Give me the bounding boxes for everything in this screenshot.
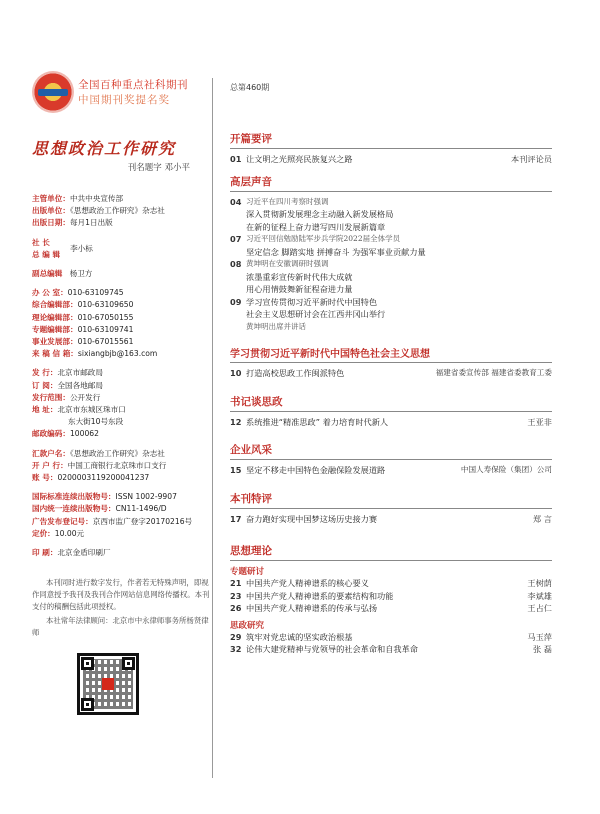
toc-entry[interactable] xyxy=(230,367,552,380)
article-author: 马玉萍 xyxy=(527,631,552,642)
section-title: 开篇要评 xyxy=(230,133,272,145)
article-author: 福建省委宣传部 福建省委教育工委 xyxy=(435,368,552,377)
article-title: 系统推进“精准思政” 着力培育时代新人 xyxy=(246,416,389,427)
toc-section xyxy=(230,345,552,380)
subsection-title: 专题研讨 xyxy=(230,567,265,577)
page-number: 26 xyxy=(230,603,242,613)
toc-section xyxy=(230,491,552,526)
toc-section xyxy=(230,394,552,429)
page-number: 01 xyxy=(230,154,242,164)
page-number: 29 xyxy=(230,631,242,642)
article-title: 奋力跑好实现中国梦这场历史接力赛 xyxy=(246,513,378,524)
article-title: 社会主义思想研讨会在江西井冈山举行 xyxy=(246,309,386,319)
qr-code-icon xyxy=(77,653,139,715)
copyright-notice: 本刊同时进行数字发行，作者若无特殊声明，即视作同意授予我刊及我刊合作网站信息网络传播权。本刊支付的稿酬包括此项授权。 xyxy=(32,578,210,612)
page-number: 04 xyxy=(230,196,242,207)
page-number: 15 xyxy=(230,465,242,475)
info-account: 账 号：0200003119200041237 xyxy=(32,473,150,483)
toc-entry[interactable] xyxy=(230,258,552,271)
legal-counsel: 本社常年法律顾问：北京市中永律师事务所杨贤律师 xyxy=(32,616,209,638)
page-number: 07 xyxy=(230,234,242,244)
journal-title: 思想政治工作研究 xyxy=(32,139,177,158)
section-title: 高层声音 xyxy=(230,175,272,188)
article-title: 中国共产党人精神谱系的传承与弘扬 xyxy=(246,603,378,613)
award-badge xyxy=(32,70,210,114)
page-number: 09 xyxy=(230,296,242,307)
article-title: 让文明之光照亮民族复兴之路 xyxy=(246,154,353,164)
section-title: 学习贯彻习近平新时代中国特色社会主义思想 xyxy=(230,349,430,360)
issue-number: 总第460期 xyxy=(230,83,270,92)
toc-entry[interactable] xyxy=(230,590,552,603)
article-author: 本刊评论员 xyxy=(511,154,552,164)
section-title: 思想理论 xyxy=(230,545,272,557)
series-line: 习近平在四川考察时强调 xyxy=(246,196,329,206)
toc-entry[interactable] xyxy=(230,513,552,526)
info-printer: 印 刷：北京金盾印刷厂 xyxy=(32,548,111,558)
info-pub-date: 出版日期：每月1日出版 xyxy=(32,218,113,228)
subsection-title: 思政研究 xyxy=(230,620,265,631)
info-theory: 理论编辑部：010-67050155 xyxy=(32,312,134,322)
article-title: 筑牢对党忠诚的坚实政治根基 xyxy=(246,631,353,642)
article-title: 在新的征程上奋力谱写四川发展新篇章 xyxy=(246,221,386,232)
page-number: 21 xyxy=(230,578,242,588)
toc-entry[interactable] xyxy=(230,233,552,246)
toc-entry[interactable] xyxy=(230,296,552,309)
article-author: 王树荫 xyxy=(527,578,552,588)
toc-entry[interactable] xyxy=(230,153,552,166)
award-line-1: 全国百种重点社科期刊 xyxy=(78,79,188,91)
article-author: 王亚非 xyxy=(527,416,552,427)
page-number: 08 xyxy=(230,259,242,269)
toc-entry[interactable] xyxy=(230,602,552,615)
info-publisher: 出版单位：《思想政治工作研究》杂志社 xyxy=(32,206,165,216)
article-author: 王占仁 xyxy=(527,603,552,613)
title-inscription: 刊名题字 邓小平 xyxy=(127,163,190,173)
page-number: 17 xyxy=(230,513,242,524)
toc-entry[interactable] xyxy=(230,416,552,429)
article-author: 郑 言 xyxy=(533,513,552,524)
section-title: 本刊特评 xyxy=(230,492,272,505)
article-title: 用心用情鼓舞新征程奋进力量 xyxy=(246,284,353,294)
info-postcode: 邮政编码：100062 xyxy=(32,429,99,439)
award-line-2: 中国期刊奖提名奖 xyxy=(78,94,170,106)
article-author: 张 磊 xyxy=(533,644,552,654)
article-title: 论伟大建党精神与党领导的社会革命和自我革命 xyxy=(246,644,418,654)
info-special: 专题编辑部：010-63109741 xyxy=(32,324,134,334)
table-of-contents xyxy=(230,82,552,656)
info-cn: 国内统一连续出版物号：CN11-1496/D xyxy=(32,504,167,514)
article-title: 深入贯彻新发展理念主动融入新发展格局 xyxy=(246,209,394,219)
article-author: 中国人寿保险（集团）公司 xyxy=(460,465,552,474)
toc-entry[interactable] xyxy=(230,631,552,644)
info-office: 办 公 室：010-63109745 xyxy=(32,288,124,298)
toc-entry[interactable] xyxy=(230,464,552,477)
info-issn: 国际标准连续出版物号：ISSN 1002-9907 xyxy=(32,492,177,502)
publication-info xyxy=(32,193,210,559)
article-title: 学习宣传贯彻习近平新时代中国特色 xyxy=(246,296,378,307)
info-address: 地 址：北京市东城区珠市口 xyxy=(32,405,126,415)
series-line: 习近平回信勉励陆军步兵学院2022届全体学员 xyxy=(246,234,401,243)
info-deputy: 副总编辑 杨卫方 xyxy=(32,269,93,279)
article-title: 坚定信念 脚踏实地 拼搏奋斗 为强军事业贡献力量 xyxy=(246,246,426,257)
section-title: 企业风采 xyxy=(230,444,272,456)
info-price: 定价：10.00元 xyxy=(32,528,85,538)
article-title: 中国共产党人精神谱系的核心要义 xyxy=(246,578,369,588)
column-divider xyxy=(212,78,213,778)
info-range: 发行范围：公开发行 xyxy=(32,392,101,402)
info-remit: 汇款户名：《思想政治工作研究》杂志社 xyxy=(32,448,165,458)
info-editorial: 综合编辑部：010-63109650 xyxy=(32,300,134,310)
info-ad-license: 广告发布登记号：京西市监广登字20170216号 xyxy=(32,516,193,526)
award-emblem-icon xyxy=(32,71,74,113)
toc-section xyxy=(230,131,552,166)
info-email: 来 稿 信 箱：sixiangbjb@163.com xyxy=(32,349,158,359)
article-subline: 黄坤明出席并讲话 xyxy=(246,321,306,331)
info-bank: 开 户 行：中国工商银行北京珠市口支行 xyxy=(32,460,167,470)
masthead-column xyxy=(32,70,210,715)
page-number: 32 xyxy=(230,644,242,654)
info-subscription: 订 阅：全国各地邮局 xyxy=(32,380,103,390)
info-business: 事业发展部：010-67015561 xyxy=(32,337,134,347)
page-number: 12 xyxy=(230,416,242,427)
article-title: 浓墨重彩宣传新时代伟大成就 xyxy=(246,271,353,282)
info-address-2: 东大街10号东段 xyxy=(68,417,124,427)
section-title: 书记谈思政 xyxy=(230,395,283,408)
series-line: 黄坤明在安徽调研时强调 xyxy=(246,259,329,268)
article-title: 中国共产党人精神谱系的要素结构和功能 xyxy=(246,590,394,601)
article-title: 打造高校思政工作闽派特色 xyxy=(246,368,345,378)
page-number: 10 xyxy=(230,368,242,378)
page-number: 23 xyxy=(230,590,242,601)
info-distributor: 发 行：北京市邮政局 xyxy=(32,368,103,378)
toc-section xyxy=(230,174,552,334)
info-leaders: 社 长 总 编 辑 李小标 xyxy=(32,237,93,259)
toc-entry[interactable] xyxy=(230,196,552,209)
article-author: 李斌雄 xyxy=(527,590,552,601)
toc-entry[interactable] xyxy=(230,643,552,656)
toc-entry[interactable] xyxy=(230,577,552,590)
info-sponsor: 主管单位：中共中央宣传部 xyxy=(32,194,124,203)
toc-section xyxy=(230,543,552,656)
article-title: 坚定不移走中国特色金融保险发展道路 xyxy=(246,465,386,475)
toc-section xyxy=(230,442,552,477)
